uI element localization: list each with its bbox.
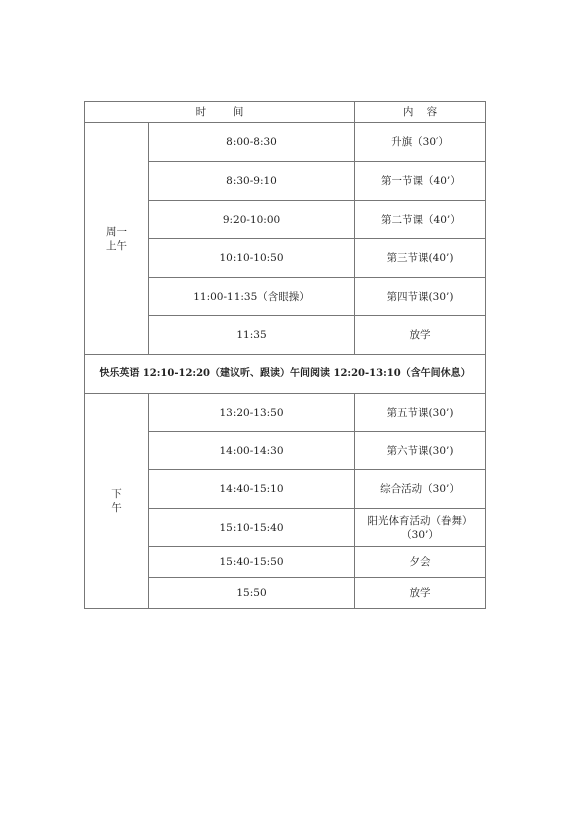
afternoon-label-line2: 午	[111, 502, 122, 514]
content-cell: 放学	[355, 578, 486, 609]
content-cell: 放学	[355, 316, 486, 355]
time-cell: 11:35	[149, 316, 355, 355]
afternoon-label	[85, 394, 149, 609]
schedule-table	[84, 101, 486, 609]
header-row	[85, 102, 486, 123]
morning-label-line2: 上午	[106, 239, 127, 252]
header-content: 内 容	[355, 102, 486, 123]
time-cell: 15:40-15:50	[149, 547, 355, 578]
content-cell: 第一节课（40’）	[355, 162, 486, 201]
midday-text: 快乐英语 12:10-12:20（建议听、跟读）午间阅读 12:20-13:10（含午间休息）	[85, 355, 486, 394]
morning-label	[85, 123, 149, 355]
content-cell: 夕会	[355, 547, 486, 578]
content-cell: 第三节课(40’)	[355, 239, 486, 278]
table-row	[85, 123, 486, 162]
header-time: 时 间	[85, 102, 355, 123]
time-cell: 8:00-8:30	[149, 123, 355, 162]
time-cell: 11:00-11:35（含眼操）	[149, 278, 355, 316]
time-cell: 14:40-15:10	[149, 470, 355, 509]
time-cell: 15:10-15:40	[149, 509, 355, 547]
time-cell: 10:10-10:50	[149, 239, 355, 278]
content-cell: 阳光体育活动（眷舞）（30’）	[355, 509, 486, 547]
time-cell: 14:00-14:30	[149, 432, 355, 470]
time-cell: 8:30-9:10	[149, 162, 355, 201]
time-cell: 15:50	[149, 578, 355, 609]
content-cell: 升旗（30′）	[355, 123, 486, 162]
time-cell: 9:20-10:00	[149, 201, 355, 239]
content-cell: 第四节课(30’)	[355, 278, 486, 316]
table-row	[85, 394, 486, 432]
content-cell: 综合活动（30’）	[355, 470, 486, 509]
content-cell: 第二节课（40’）	[355, 201, 486, 239]
content-cell: 第六节课(30’)	[355, 432, 486, 470]
morning-label-line1: 周一	[106, 225, 127, 238]
afternoon-label-line1: 下	[111, 488, 122, 500]
midday-row	[85, 355, 486, 394]
time-cell: 13:20-13:50	[149, 394, 355, 432]
content-cell: 第五节课(30’)	[355, 394, 486, 432]
